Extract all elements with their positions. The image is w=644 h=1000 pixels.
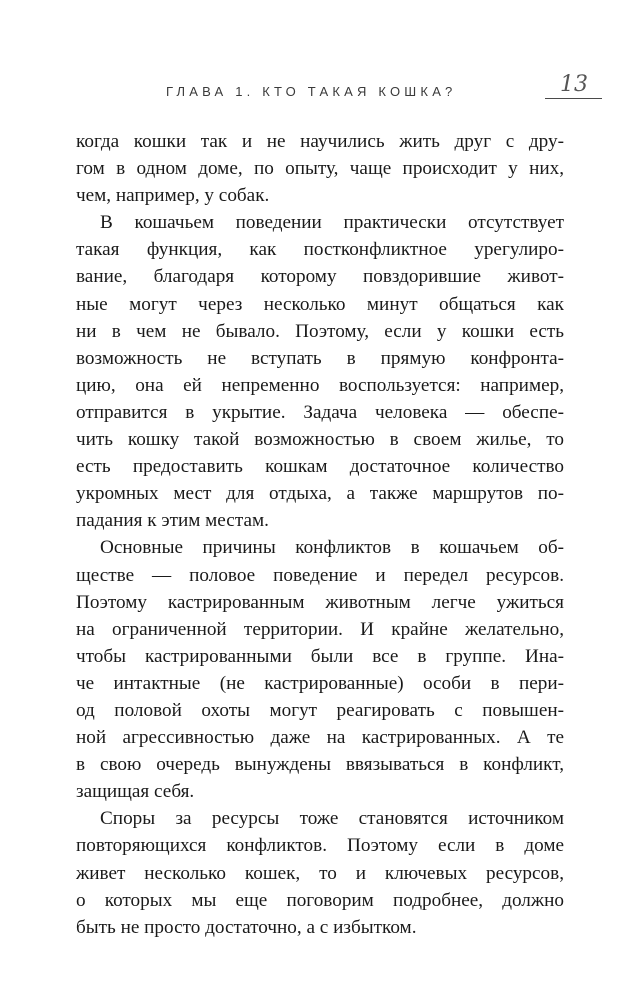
text-line: быть не просто достаточно, а с избытком. — [76, 916, 417, 938]
text-line: чем, например, у собак. — [76, 185, 270, 207]
text-line: ществе — половое поведение и передел ресурсов. — [76, 564, 564, 586]
text-line: ной агрессивностью даже на кастрированных. А те — [76, 727, 564, 749]
page-number: 13 — [560, 72, 588, 97]
text-line: в свою очередь вынуждены ввязываться в конфликт, — [76, 754, 564, 776]
text-line: укромных мест для отдыха, а также маршрутов по- — [76, 483, 564, 505]
text-line: вание, благодаря которому повздорившие живот- — [76, 266, 564, 288]
text-line: од половой охоты могут реагировать с повышен- — [76, 699, 564, 721]
paragraph-4 — [76, 805, 564, 940]
text-line: падания к этим местам. — [76, 510, 269, 532]
text-line: ни в чем не бывало. Поэтому, если у кошки есть — [76, 320, 564, 342]
paragraph-2 — [76, 209, 564, 534]
text-line: ные могут через несколько минут общаться как — [76, 293, 564, 315]
chapter-title: ГЛАВА 1. КТО ТАКАЯ КОШКА? — [166, 84, 457, 99]
text-line: возможность не вступать в прямую конфронта- — [76, 347, 564, 369]
page-number-rule — [545, 98, 602, 99]
text-line: такая функция, как постконфликтное урегулиро- — [76, 239, 564, 261]
text-line: Основные причины конфликтов в кошачьем об- — [100, 537, 564, 559]
body-text — [76, 128, 564, 941]
text-line: В кошачьем поведении практически отсутствует — [100, 212, 564, 234]
text-line: гом в одном доме, по опыту, чаще происходит у них, — [76, 158, 564, 180]
paragraph-3 — [76, 534, 564, 805]
running-head — [0, 72, 644, 108]
text-line: когда кошки так и не научились жить друг с дру- — [76, 131, 564, 152]
text-line: отправится в укрытие. Задача человека — обеспе- — [76, 401, 564, 423]
text-line: о которых мы еще поговорим подробнее, должно — [76, 889, 564, 911]
text-line: живет несколько кошек, то и ключевых ресурсов, — [76, 862, 564, 884]
text-line: Поэтому кастрированным животным легче ужиться — [76, 591, 564, 613]
text-line: чить кошку такой возможностью в своем жилье, то — [76, 429, 564, 451]
text-line: че интактные (не кастрированные) особи в пери- — [76, 672, 564, 694]
text-line: цию, она ей непременно воспользуется: например, — [76, 374, 564, 396]
text-line: на ограниченной территории. И крайне желательно, — [76, 618, 564, 640]
text-line: повторяющихся конфликтов. Поэтому если в доме — [76, 835, 564, 857]
text-line: чтобы кастрированными были все в группе. Ина- — [76, 645, 564, 667]
text-line: Споры за ресурсы тоже становятся источником — [100, 808, 564, 830]
text-line: есть предоставить кошкам достаточное количество — [76, 456, 564, 478]
text-line: защищая себя. — [76, 781, 195, 803]
paragraph-1 — [76, 128, 564, 209]
